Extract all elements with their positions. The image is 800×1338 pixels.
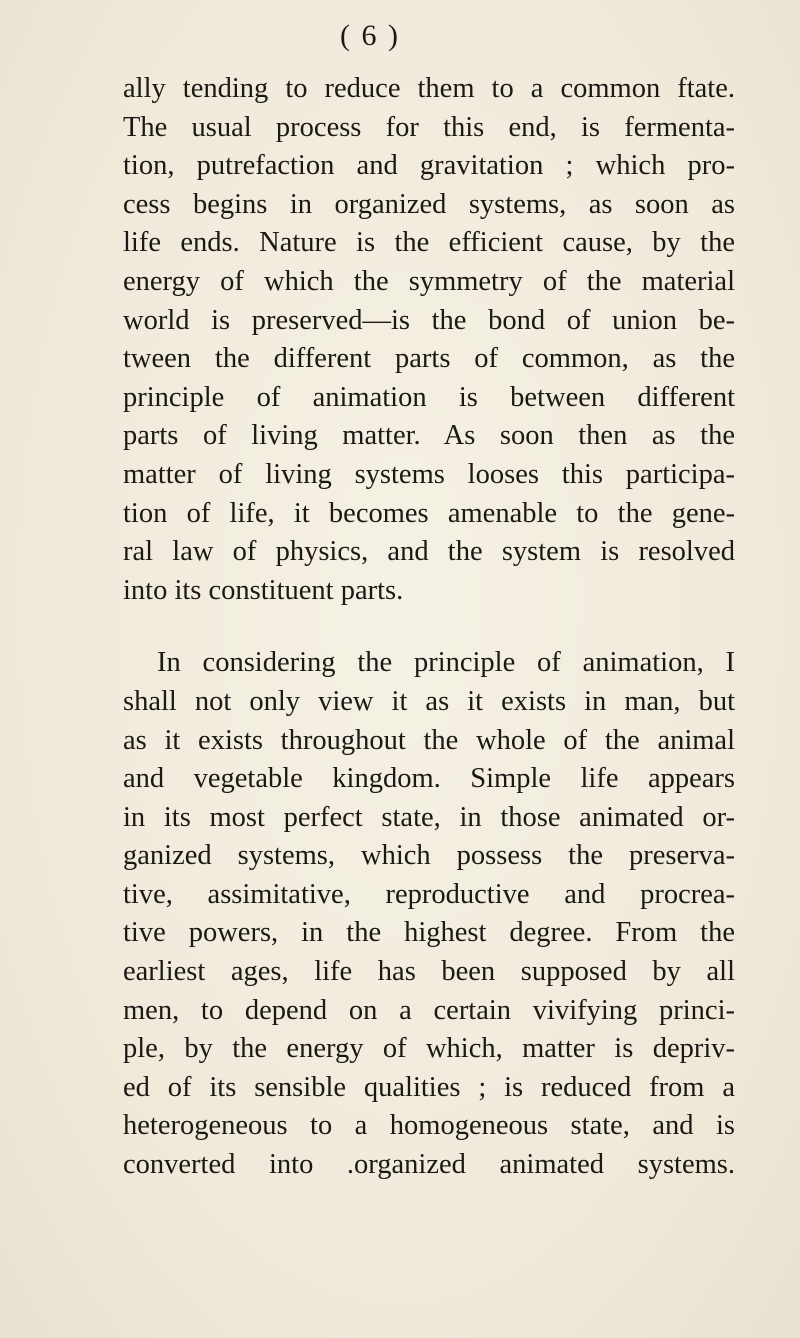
text-line: ple, by the energy of which, matter is depriv- bbox=[123, 1033, 735, 1065]
text-line: tion, putrefaction and gravitation ; which pro- bbox=[123, 150, 735, 182]
text-line: world is preserved—is the bond of union be- bbox=[123, 304, 735, 336]
text-line: principle of animation is between different bbox=[123, 381, 735, 413]
text-line: in its most perfect state, in those animated or- bbox=[123, 801, 735, 833]
text-line: The usual process for this end, is fermenta- bbox=[123, 111, 735, 143]
text-line: ganized systems, which possess the preserva- bbox=[123, 840, 735, 872]
page-number: ( 6 ) bbox=[340, 19, 400, 52]
text-line: men, to depend on a certain vivifying princi- bbox=[123, 994, 735, 1026]
text-line: ral law of physics, and the system is resolved bbox=[123, 536, 735, 568]
text-line: shall not only view it as it exists in man, but bbox=[123, 685, 735, 717]
text-line: tive, assimitative, reproductive and procrea- bbox=[123, 878, 735, 910]
text-line: into its constituent parts. bbox=[123, 574, 404, 606]
text-line: heterogeneous to a homogeneous state, and is bbox=[123, 1110, 735, 1142]
text-line: matter of living systems looses this participa- bbox=[123, 458, 735, 490]
text-line: and vegetable kingdom. Simple life appears bbox=[123, 763, 735, 795]
text-line: energy of which the symmetry of the material bbox=[123, 265, 735, 297]
text-line: tive powers, in the highest degree. From the bbox=[123, 917, 735, 949]
paragraph-2 bbox=[123, 644, 735, 1184]
text-line: ally tending to reduce them to a common ftate. bbox=[123, 73, 735, 104]
text-line: tween the different parts of common, as the bbox=[123, 343, 735, 375]
text-line: earliest ages, life has been supposed by all bbox=[123, 956, 735, 988]
text-line: parts of living matter. As soon then as the bbox=[123, 420, 735, 452]
text-line: cess begins in organized systems, as soon as bbox=[123, 188, 735, 220]
text-line: In considering the principle of animation, I bbox=[157, 647, 735, 679]
body-text bbox=[123, 70, 735, 1185]
text-line: as it exists throughout the whole of the animal bbox=[123, 724, 735, 756]
paragraph-gap bbox=[123, 610, 735, 644]
text-line: life ends. Nature is the efficient cause, by the bbox=[123, 227, 735, 259]
text-line: converted into .organized animated systems. bbox=[123, 1149, 735, 1181]
text-line: tion of life, it becomes amenable to the gene- bbox=[123, 497, 735, 529]
text-line: ed of its sensible qualities ; is reduced from a bbox=[123, 1071, 735, 1103]
paragraph-1 bbox=[123, 70, 735, 610]
